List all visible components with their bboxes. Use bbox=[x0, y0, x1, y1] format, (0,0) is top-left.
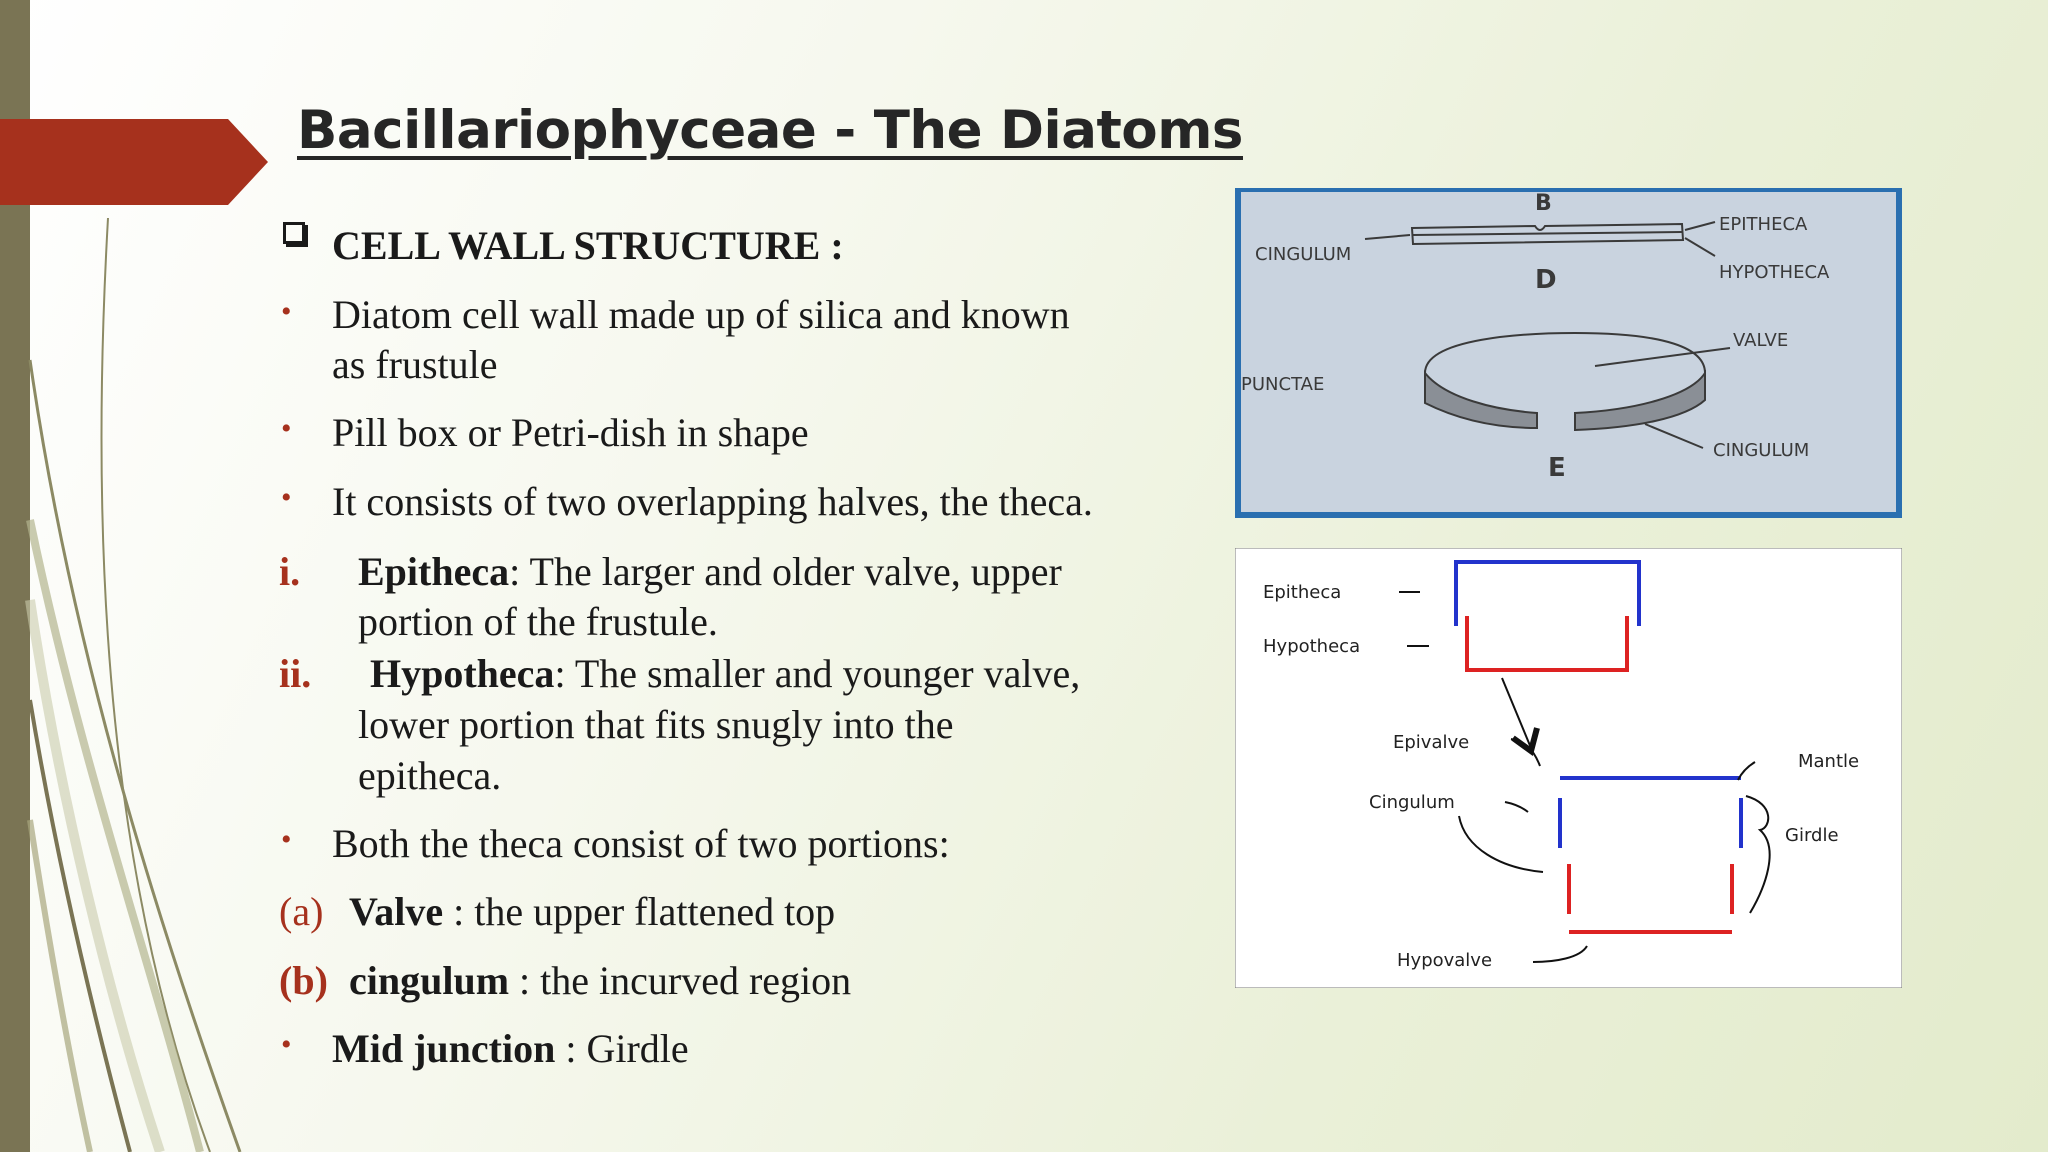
term: Valve bbox=[349, 889, 444, 934]
label-hypotheca: HYPOTHECA bbox=[1719, 262, 1830, 283]
label-e: E bbox=[1548, 453, 1566, 483]
bullet-icon: • bbox=[281, 295, 292, 328]
label-b: B bbox=[1535, 191, 1552, 216]
bullet-text: It consists of two overlapping halves, the theca. bbox=[332, 479, 1093, 524]
definition: : The smaller and younger valve, bbox=[554, 651, 1081, 696]
label-mantle: Mantle bbox=[1798, 751, 1860, 772]
bullet-text: Both the theca consist of two portions: bbox=[332, 821, 950, 866]
bullet-icon: • bbox=[281, 823, 292, 856]
term: Mid junction bbox=[332, 1026, 556, 1071]
hypotheca-continuation: epitheca. bbox=[358, 753, 502, 798]
label-epitheca: EPITHECA bbox=[1719, 214, 1808, 235]
label-d: D bbox=[1535, 265, 1557, 295]
roman-marker: i. bbox=[279, 549, 301, 594]
label-punctae: PUNCTAE bbox=[1241, 374, 1325, 395]
label-cingulum: CINGULUM bbox=[1713, 440, 1810, 461]
letter-marker: (a) bbox=[279, 889, 324, 934]
label-hypotheca: Hypotheca bbox=[1263, 636, 1361, 657]
roman-marker: ii. bbox=[279, 651, 312, 696]
definition: : the incurved region bbox=[509, 958, 852, 1003]
hypotheca-continuation: lower portion that fits snugly into the bbox=[358, 702, 954, 747]
label-valve: VALVE bbox=[1733, 330, 1789, 351]
frustule-diagram-scan bbox=[1235, 188, 1902, 518]
cingulum-item bbox=[349, 958, 852, 1003]
bullet-icon: • bbox=[281, 412, 292, 445]
label-hypovalve: Hypovalve bbox=[1397, 950, 1493, 971]
checkbox-bullet-icon bbox=[283, 222, 305, 244]
label-cingulum: CINGULUM bbox=[1255, 244, 1352, 265]
section-heading: CELL WALL STRUCTURE : bbox=[332, 223, 844, 268]
label-epivalve: Epivalve bbox=[1393, 732, 1470, 753]
bullet-text-continuation: as frustule bbox=[332, 342, 498, 387]
label-girdle: Girdle bbox=[1785, 825, 1839, 846]
term: cingulum bbox=[349, 958, 510, 1003]
term: Hypotheca bbox=[370, 651, 555, 696]
bullet-text: Diatom cell wall made up of silica and known bbox=[332, 292, 1070, 337]
mid-junction-item bbox=[332, 1026, 689, 1071]
slide-title: Bacillariophyceae - The Diatoms bbox=[297, 100, 1243, 161]
definition: : The larger and older valve, upper bbox=[509, 549, 1062, 594]
definition: : Girdle bbox=[555, 1026, 689, 1071]
valve-item bbox=[349, 889, 836, 934]
label-epitheca: Epitheca bbox=[1263, 582, 1342, 603]
definition: : the upper flattened top bbox=[443, 889, 836, 934]
letter-marker: (b) bbox=[279, 958, 328, 1003]
hypotheca-item bbox=[370, 651, 1081, 696]
epitheca-item bbox=[358, 549, 1062, 594]
title-arrow-banner bbox=[0, 119, 268, 205]
bullet-icon: • bbox=[281, 481, 292, 514]
epitheca-continuation: portion of the frustule. bbox=[358, 599, 718, 644]
bullet-text: Pill box or Petri-dish in shape bbox=[332, 410, 809, 455]
theca-labelled-diagram bbox=[1235, 548, 1902, 988]
bullet-icon: • bbox=[281, 1028, 292, 1061]
term: Epitheca bbox=[358, 549, 510, 594]
label-cingulum: Cingulum bbox=[1369, 792, 1455, 813]
